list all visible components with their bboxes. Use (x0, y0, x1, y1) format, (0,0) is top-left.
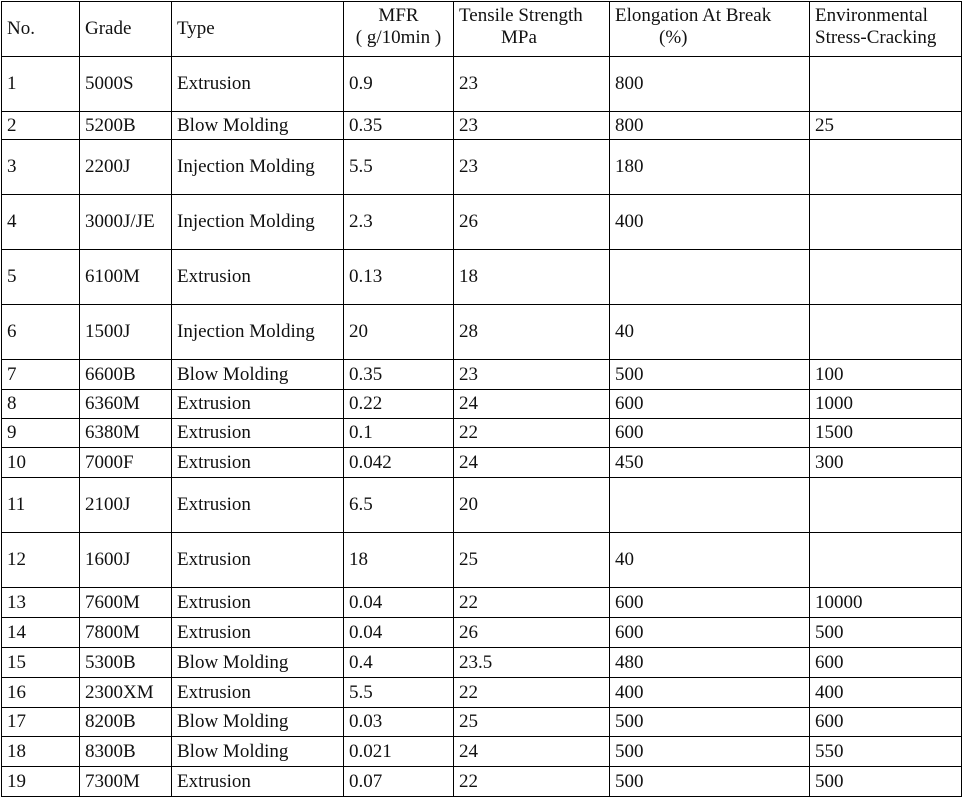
table-row (2, 195, 962, 250)
cell-tensile-strength: 23.5 (454, 648, 610, 678)
cell-environmental-stress-cracking: 400 (810, 678, 962, 708)
table-row (2, 360, 962, 390)
cell-type: Blow Molding (172, 112, 344, 140)
cell-tensile-strength: 25 (454, 708, 610, 737)
cell-no: 15 (2, 648, 80, 678)
cell-grade: 6600B (80, 360, 172, 390)
cell-mfr: 0.04 (344, 588, 454, 618)
cell-tensile-strength: 25 (454, 533, 610, 588)
cell-mfr: 0.1 (344, 419, 454, 448)
cell-grade: 5000S (80, 57, 172, 112)
cell-grade: 6360M (80, 390, 172, 419)
cell-no: 16 (2, 678, 80, 708)
cell-environmental-stress-cracking: 1500 (810, 419, 962, 448)
cell-environmental-stress-cracking (810, 195, 962, 250)
table-body (2, 57, 962, 797)
cell-environmental-stress-cracking (810, 478, 962, 533)
cell-no: 12 (2, 533, 80, 588)
cell-no: 5 (2, 250, 80, 305)
cell-type: Extrusion (172, 678, 344, 708)
cell-elongation: 180 (610, 140, 810, 195)
cell-type: Blow Molding (172, 737, 344, 767)
cell-environmental-stress-cracking: 100 (810, 360, 962, 390)
header-grade: Grade (80, 2, 172, 57)
cell-mfr: 0.4 (344, 648, 454, 678)
cell-environmental-stress-cracking: 500 (810, 767, 962, 797)
cell-tensile-strength: 22 (454, 767, 610, 797)
cell-no: 19 (2, 767, 80, 797)
cell-elongation: 600 (610, 618, 810, 648)
cell-type: Extrusion (172, 533, 344, 588)
header-mfr: MFR ( g/10min ) (344, 2, 454, 57)
cell-mfr: 0.042 (344, 448, 454, 478)
cell-tensile-strength: 22 (454, 588, 610, 618)
cell-mfr: 5.5 (344, 678, 454, 708)
cell-mfr: 0.04 (344, 618, 454, 648)
cell-grade: 7300M (80, 767, 172, 797)
cell-type: Blow Molding (172, 708, 344, 737)
cell-no: 13 (2, 588, 80, 618)
table-row (2, 305, 962, 360)
cell-tensile-strength: 23 (454, 112, 610, 140)
cell-elongation: 800 (610, 57, 810, 112)
table-row (2, 767, 962, 797)
header-elongation: Elongation At Break (%) (610, 2, 810, 57)
cell-tensile-strength: 24 (454, 390, 610, 419)
table-row (2, 250, 962, 305)
cell-elongation: 600 (610, 390, 810, 419)
cell-type: Injection Molding (172, 140, 344, 195)
cell-environmental-stress-cracking (810, 305, 962, 360)
cell-mfr: 0.13 (344, 250, 454, 305)
cell-tensile-strength: 24 (454, 448, 610, 478)
table-row (2, 57, 962, 112)
header-type: Type (172, 2, 344, 57)
cell-elongation: 800 (610, 112, 810, 140)
cell-mfr: 0.9 (344, 57, 454, 112)
cell-type: Blow Molding (172, 360, 344, 390)
cell-environmental-stress-cracking: 550 (810, 737, 962, 767)
cell-tensile-strength: 23 (454, 57, 610, 112)
cell-grade: 2300XM (80, 678, 172, 708)
cell-grade: 8300B (80, 737, 172, 767)
cell-elongation: 500 (610, 360, 810, 390)
cell-mfr: 2.3 (344, 195, 454, 250)
cell-environmental-stress-cracking: 600 (810, 708, 962, 737)
table-row (2, 533, 962, 588)
cell-environmental-stress-cracking: 1000 (810, 390, 962, 419)
cell-mfr: 0.35 (344, 112, 454, 140)
cell-tensile-strength: 23 (454, 140, 610, 195)
cell-type: Injection Molding (172, 195, 344, 250)
cell-no: 2 (2, 112, 80, 140)
table-row (2, 588, 962, 618)
header-tensile-strength: Tensile Strength MPa (454, 2, 610, 57)
cell-grade: 7000F (80, 448, 172, 478)
cell-no: 17 (2, 708, 80, 737)
cell-environmental-stress-cracking: 600 (810, 648, 962, 678)
cell-elongation: 40 (610, 533, 810, 588)
table-row (2, 478, 962, 533)
cell-type: Extrusion (172, 419, 344, 448)
cell-type: Extrusion (172, 588, 344, 618)
cell-mfr: 0.021 (344, 737, 454, 767)
cell-grade: 2100J (80, 478, 172, 533)
cell-elongation: 480 (610, 648, 810, 678)
cell-no: 6 (2, 305, 80, 360)
cell-no: 3 (2, 140, 80, 195)
cell-grade: 8200B (80, 708, 172, 737)
cell-type: Extrusion (172, 448, 344, 478)
cell-tensile-strength: 18 (454, 250, 610, 305)
cell-tensile-strength: 28 (454, 305, 610, 360)
cell-no: 14 (2, 618, 80, 648)
cell-mfr: 0.03 (344, 708, 454, 737)
cell-elongation: 500 (610, 737, 810, 767)
cell-elongation: 500 (610, 708, 810, 737)
cell-grade: 5300B (80, 648, 172, 678)
cell-environmental-stress-cracking (810, 140, 962, 195)
header-no: No. (2, 2, 80, 57)
cell-elongation: 400 (610, 195, 810, 250)
table-row (2, 618, 962, 648)
cell-type: Extrusion (172, 618, 344, 648)
table-row (2, 448, 962, 478)
cell-mfr: 5.5 (344, 140, 454, 195)
cell-environmental-stress-cracking: 500 (810, 618, 962, 648)
cell-tensile-strength: 26 (454, 195, 610, 250)
cell-environmental-stress-cracking: 25 (810, 112, 962, 140)
cell-type: Extrusion (172, 57, 344, 112)
cell-type: Blow Molding (172, 648, 344, 678)
cell-no: 1 (2, 57, 80, 112)
cell-no: 7 (2, 360, 80, 390)
cell-no: 9 (2, 419, 80, 448)
cell-grade: 1600J (80, 533, 172, 588)
cell-mfr: 20 (344, 305, 454, 360)
cell-elongation: 600 (610, 588, 810, 618)
table-row (2, 419, 962, 448)
cell-mfr: 6.5 (344, 478, 454, 533)
cell-elongation (610, 478, 810, 533)
cell-mfr: 0.35 (344, 360, 454, 390)
cell-grade: 7600M (80, 588, 172, 618)
cell-mfr: 0.22 (344, 390, 454, 419)
cell-grade: 3000J/JE (80, 195, 172, 250)
cell-grade: 1500J (80, 305, 172, 360)
cell-type: Extrusion (172, 250, 344, 305)
cell-tensile-strength: 26 (454, 618, 610, 648)
cell-type: Extrusion (172, 767, 344, 797)
cell-grade: 2200J (80, 140, 172, 195)
table-row (2, 708, 962, 737)
cell-mfr: 18 (344, 533, 454, 588)
cell-environmental-stress-cracking: 300 (810, 448, 962, 478)
table-row (2, 140, 962, 195)
cell-elongation: 600 (610, 419, 810, 448)
cell-elongation: 40 (610, 305, 810, 360)
cell-no: 18 (2, 737, 80, 767)
header-environmental-stress-cracking: Environmental Stress-Cracking (810, 2, 962, 57)
header-row (2, 2, 962, 57)
table-row (2, 390, 962, 419)
cell-no: 10 (2, 448, 80, 478)
cell-type: Extrusion (172, 390, 344, 419)
cell-type: Injection Molding (172, 305, 344, 360)
cell-environmental-stress-cracking (810, 533, 962, 588)
cell-grade: 6100M (80, 250, 172, 305)
table-row (2, 112, 962, 140)
cell-no: 4 (2, 195, 80, 250)
cell-grade: 5200B (80, 112, 172, 140)
cell-elongation: 450 (610, 448, 810, 478)
cell-type: Extrusion (172, 478, 344, 533)
cell-tensile-strength: 23 (454, 360, 610, 390)
table-row (2, 648, 962, 678)
cell-elongation: 500 (610, 767, 810, 797)
cell-elongation (610, 250, 810, 305)
cell-environmental-stress-cracking: 10000 (810, 588, 962, 618)
cell-no: 11 (2, 478, 80, 533)
cell-tensile-strength: 20 (454, 478, 610, 533)
table-row (2, 678, 962, 708)
cell-tensile-strength: 22 (454, 419, 610, 448)
cell-grade: 6380M (80, 419, 172, 448)
cell-environmental-stress-cracking (810, 250, 962, 305)
cell-elongation: 400 (610, 678, 810, 708)
cell-grade: 7800M (80, 618, 172, 648)
cell-mfr: 0.07 (344, 767, 454, 797)
cell-tensile-strength: 22 (454, 678, 610, 708)
cell-no: 8 (2, 390, 80, 419)
grade-properties-table (1, 1, 962, 797)
table-row (2, 737, 962, 767)
cell-tensile-strength: 24 (454, 737, 610, 767)
cell-environmental-stress-cracking (810, 57, 962, 112)
